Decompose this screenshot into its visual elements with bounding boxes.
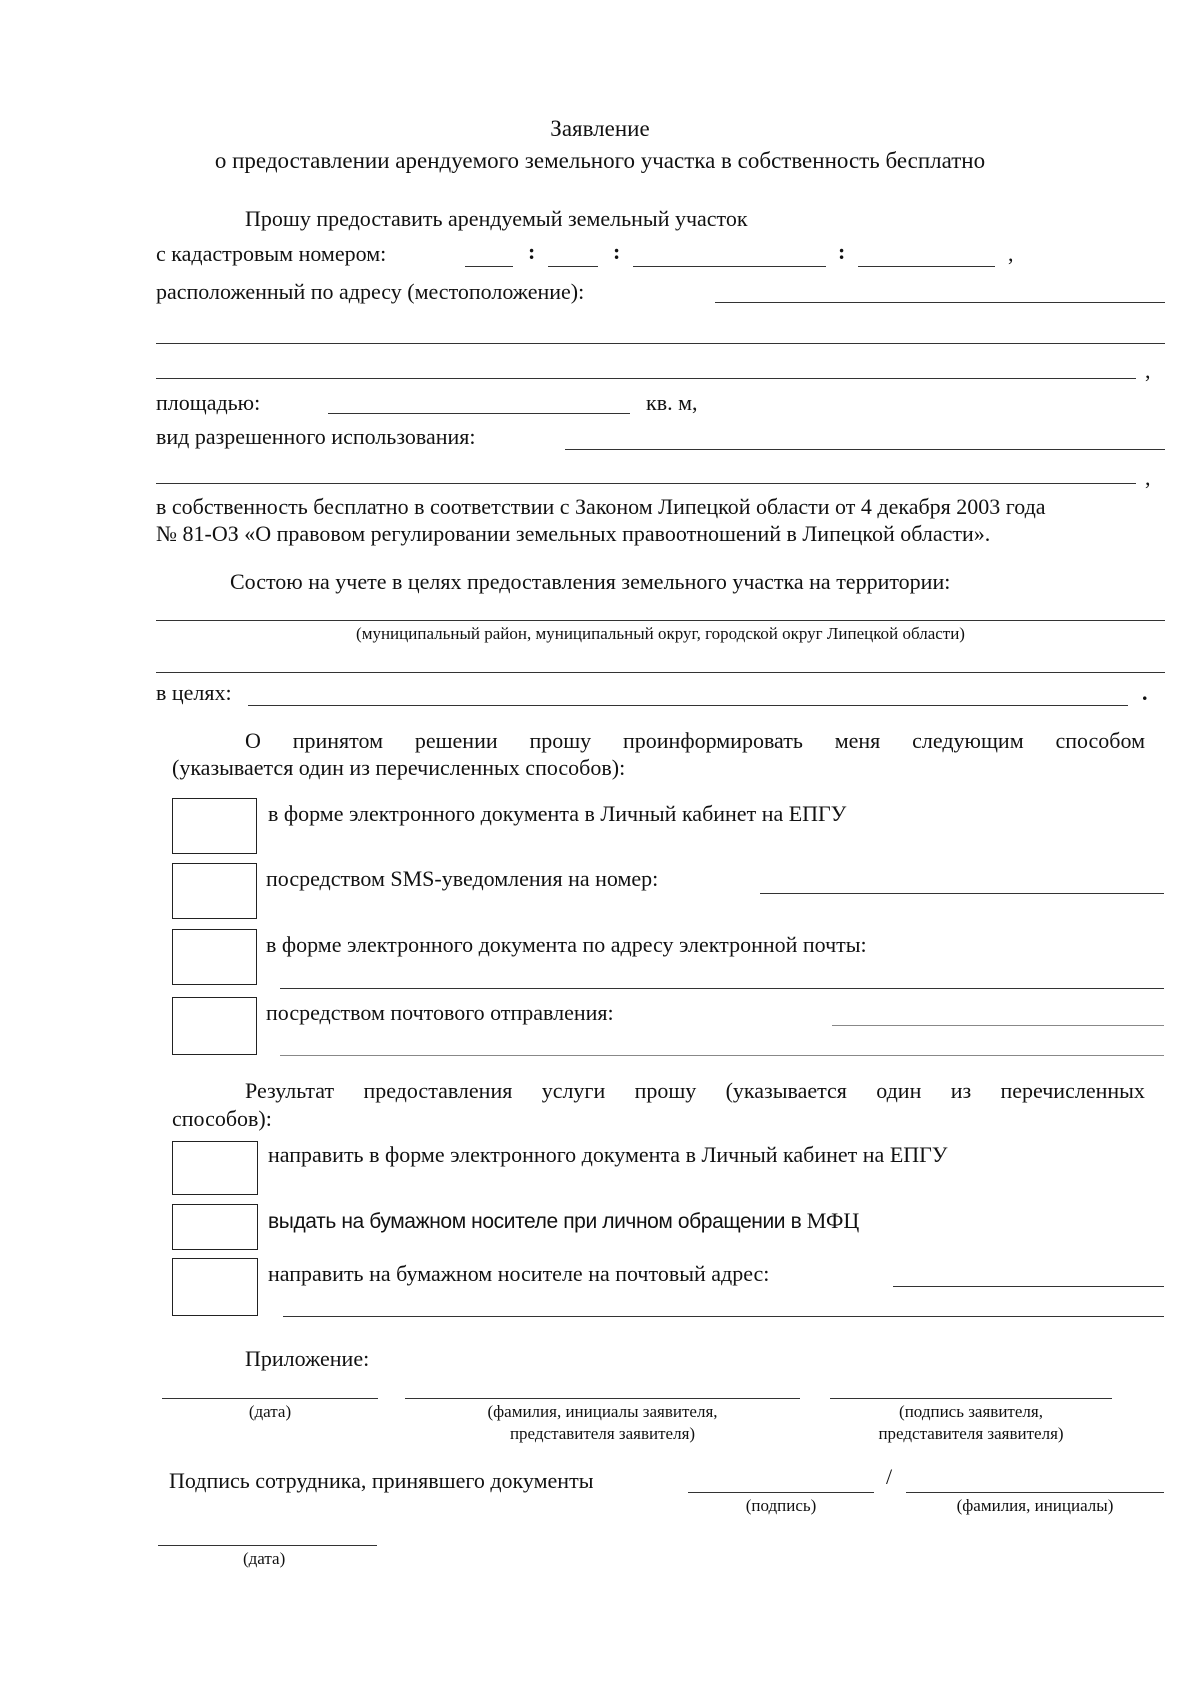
purpose-field[interactable]: [248, 705, 1128, 706]
applicant-signature-hint-line-1: (подпись заявителя,: [899, 1402, 1043, 1421]
result-intro-line-1: [245, 1078, 1145, 1104]
cadastral-label: с кадастровым номером:: [156, 241, 387, 266]
result-option-mfc-label: [268, 1208, 859, 1235]
cadastral-separator: :: [528, 239, 536, 264]
cadastral-part-2-field[interactable]: [548, 266, 598, 267]
postal-address-field-line-2[interactable]: [280, 1055, 1164, 1056]
area-unit: кв. м,: [646, 390, 698, 415]
word: принятом: [292, 728, 383, 753]
notify-option-epgu-checkbox[interactable]: [172, 798, 257, 854]
result-option-mfc-suffix: МФЦ: [806, 1208, 860, 1233]
applicant-name-hint-line-1: (фамилия, инициалы заявителя,: [487, 1402, 718, 1421]
usage-label: вид разрешенного использования:: [156, 424, 476, 449]
comma: ,: [1145, 358, 1151, 383]
result-option-post-label: направить на бумажном носителе на почтовый адрес:: [268, 1261, 770, 1286]
slash-separator: /: [886, 1464, 893, 1489]
notify-option-sms-label: посредством SMS-уведомления на номер:: [266, 866, 659, 891]
usage-field-line-1[interactable]: [565, 449, 1165, 450]
applicant-name-field[interactable]: [405, 1398, 800, 1399]
date-hint: (дата): [248, 1402, 292, 1421]
request-intro: Прошу предоставить арендуемый земельный участок: [245, 206, 748, 231]
result-option-mfc-text: выдать на бумажном носителе при личном обращении в: [268, 1210, 807, 1233]
postal-address-field-line-1[interactable]: [832, 1025, 1164, 1026]
word: проинформировать: [623, 728, 803, 753]
applicant-signature-field[interactable]: [830, 1398, 1112, 1399]
employee-signature-hint: (подпись): [745, 1496, 817, 1515]
address-field-line-1[interactable]: [715, 302, 1165, 303]
result-option-post-checkbox[interactable]: [172, 1258, 258, 1316]
sms-number-field[interactable]: [760, 893, 1164, 894]
cadastral-part-4-field[interactable]: [858, 266, 995, 267]
territory-field-line-2[interactable]: [156, 672, 1165, 673]
employee-signature-label: Подпись сотрудника, принявшего документы: [169, 1468, 594, 1493]
word: меня: [834, 728, 881, 753]
notify-option-epgu-label: в форме электронного документа в Личный кабинет на ЕПГУ: [268, 801, 847, 826]
comma: ,: [1145, 465, 1151, 490]
address-field-line-2[interactable]: [156, 343, 1165, 344]
address-label: расположенный по адресу (местоположение):: [156, 279, 585, 304]
email-address-field[interactable]: [280, 988, 1164, 989]
applicant-name-hint-line-2: представителя заявителя): [509, 1424, 696, 1443]
word: (указывается: [725, 1078, 847, 1103]
registration-text: Состою на учете в целях предоставления земельного участка на территории:: [230, 569, 951, 594]
cadastral-part-3-field[interactable]: [633, 266, 826, 267]
cadastral-separator: :: [613, 239, 621, 264]
territory-field[interactable]: [156, 620, 1165, 621]
result-postal-address-line-2[interactable]: [283, 1316, 1164, 1317]
word: один: [876, 1078, 922, 1103]
document-subtitle: о предоставлении арендуемого земельного участка в собственность бесплатно: [214, 148, 986, 173]
result-option-mfc-checkbox[interactable]: [172, 1204, 258, 1250]
purpose-label: в целях:: [156, 680, 232, 705]
word: О: [245, 728, 261, 753]
territory-hint: (муниципальный район, муниципальный округ, городской округ Липецкой области): [356, 624, 965, 643]
address-field-line-3[interactable]: [156, 378, 1136, 379]
law-reference-line-1: в собственность бесплатно в соответствии с Законом Липецкой области от 4 декабря 2003 года: [156, 494, 1046, 519]
notify-option-post-label: посредством почтового отправления:: [266, 1000, 614, 1025]
final-date-hint: (дата): [243, 1549, 286, 1568]
law-reference-line-2: № 81-ОЗ «О правовом регулировании земельных правоотношений в Липецкой области».: [156, 521, 991, 546]
date-field[interactable]: [162, 1398, 378, 1399]
comma: ,: [1008, 241, 1014, 266]
employee-name-field[interactable]: [906, 1492, 1164, 1493]
cadastral-separator: :: [838, 239, 846, 264]
result-intro-line-2: способов):: [172, 1106, 272, 1131]
area-label: площадью:: [156, 390, 261, 415]
notify-option-email-label: в форме электронного документа по адресу электронной почты:: [266, 932, 867, 957]
period: .: [1142, 680, 1148, 705]
word: следующим: [912, 728, 1024, 753]
cadastral-part-1-field[interactable]: [465, 266, 513, 267]
word: из: [950, 1078, 972, 1103]
final-date-field[interactable]: [158, 1545, 377, 1546]
result-option-epgu-label: направить в форме электронного документа в Личный кабинет на ЕПГУ: [268, 1142, 948, 1167]
notify-option-email-checkbox[interactable]: [172, 929, 257, 985]
area-field[interactable]: [328, 413, 630, 414]
word: предоставления: [363, 1078, 513, 1103]
notify-intro-line-1: [245, 728, 1145, 754]
word: перечисленных: [1000, 1078, 1145, 1103]
word: Результат: [245, 1078, 335, 1103]
document-title: Заявление: [550, 116, 650, 141]
employee-name-hint: (фамилия, инициалы): [956, 1496, 1114, 1515]
attachment-label: Приложение:: [245, 1346, 370, 1371]
result-postal-address-line-1[interactable]: [893, 1286, 1164, 1287]
word: решении: [414, 728, 498, 753]
notify-option-post-checkbox[interactable]: [172, 997, 257, 1055]
word: прошу: [634, 1078, 697, 1103]
usage-field-line-2[interactable]: [156, 483, 1136, 484]
notify-option-sms-checkbox[interactable]: [172, 863, 257, 919]
result-option-epgu-checkbox[interactable]: [172, 1141, 258, 1195]
notify-intro-line-2: (указывается один из перечисленных способов):: [172, 755, 626, 780]
applicant-signature-hint-line-2: представителя заявителя): [878, 1424, 1064, 1443]
word: прошу: [529, 728, 592, 753]
word: услуги: [541, 1078, 606, 1103]
word: способом: [1055, 728, 1145, 753]
employee-signature-field[interactable]: [688, 1492, 874, 1493]
